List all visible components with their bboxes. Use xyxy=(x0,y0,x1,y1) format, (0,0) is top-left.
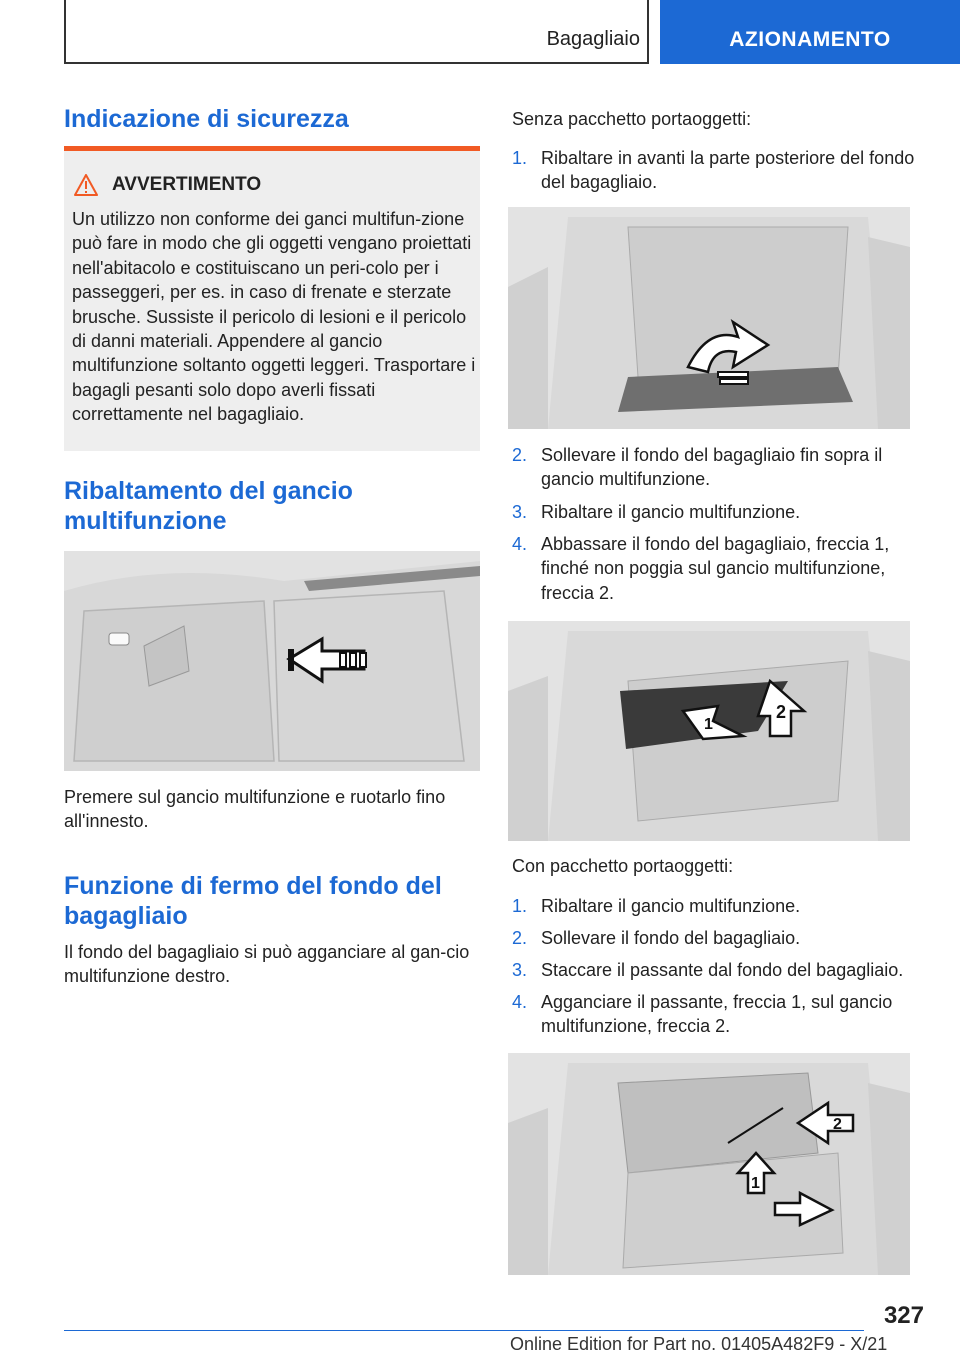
without-step-3 xyxy=(512,500,922,524)
chapter-tab[interactable] xyxy=(660,0,960,64)
without-step-1 xyxy=(512,146,922,195)
hook-illustration xyxy=(64,551,480,771)
step-number: 1. xyxy=(512,896,528,916)
footer-edition: Online Edition for Part no. 01405A482F9 - X/21 xyxy=(510,1334,888,1354)
trunk-floor-lower-illustration xyxy=(508,621,910,841)
step-number: 3. xyxy=(512,502,528,522)
header-section-title: Bagagliaio xyxy=(546,28,640,50)
step-text: Sollevare il fondo del bagagliaio fin sopra il gancio multifunzione. xyxy=(541,445,883,490)
hold-heading-line1: Funzione di fermo del fondo del xyxy=(64,872,442,900)
warning-triangle-icon xyxy=(74,174,98,196)
step-number: 3. xyxy=(512,960,528,980)
with-step-4 xyxy=(512,990,922,1039)
with-step-2 xyxy=(512,926,922,950)
footer-rule xyxy=(64,1330,864,1331)
warning-title: AVVERTIMENTO xyxy=(112,174,262,195)
fold-heading xyxy=(64,476,353,536)
fold-heading-line1: Ribaltamento del gancio xyxy=(64,477,353,505)
hold-text: Il fondo del bagagliaio si può agganciare al gan-cio multifunzione destro. xyxy=(64,942,470,987)
step-number: 2. xyxy=(512,445,528,465)
hold-heading-line2: bagagliaio xyxy=(64,902,188,930)
step-text: Agganciare il passante, freccia 1, sul gancio multifunzione, freccia 2. xyxy=(541,992,893,1037)
hold-heading xyxy=(64,871,442,931)
with-step-3 xyxy=(512,958,922,982)
page-number: 327 xyxy=(883,1302,924,1329)
step-text: Sollevare il fondo del bagagliaio. xyxy=(541,928,801,948)
step-text: Ribaltare il gancio multifunzione. xyxy=(541,502,801,522)
trunk-floor-fold-illustration xyxy=(508,207,910,429)
safety-heading: Indicazione di sicurezza xyxy=(64,105,349,133)
with-step-1 xyxy=(512,894,922,918)
arrow-label-1: 1 xyxy=(704,716,713,733)
chapter-tab-label: AZIONAMENTO xyxy=(729,28,891,51)
step-number: 4. xyxy=(512,992,528,1012)
arrow-label-2: 2 xyxy=(833,1116,842,1133)
warning-text: Un utilizzo non conforme dei ganci multifun-zione può fare in modo che gli oggetti vengano proiettati nell'abitacolo e costituiscano un peri-colo per i passeggeri, per es. in caso di frenate e sterzate brusche. Sussiste il pericolo di lesioni e il pericolo di danni materiali. Appendere al gancio multifunzione soltanto oggetti leggeri. Trasportare i bagagli pesanti solo dopo averli fissati correttamente nel bagagliaio. xyxy=(72,209,476,425)
arrow-label-2: 2 xyxy=(776,702,787,722)
fold-text: Premere sul gancio multifunzione e ruotarlo fino all'innesto. xyxy=(64,787,446,832)
step-text: Ribaltare in avanti la parte posteriore del fondo del bagagliaio. xyxy=(541,148,915,193)
step-number: 1. xyxy=(512,148,528,168)
without-step-4 xyxy=(512,532,922,605)
step-text: Abbassare il fondo del bagagliaio, freccia 1, finché non poggia sul gancio multifunzione, freccia 2. xyxy=(541,534,890,603)
without-step-2 xyxy=(512,443,922,492)
step-number: 4. xyxy=(512,534,528,554)
step-number: 2. xyxy=(512,928,528,948)
without-label: Senza pacchetto portaoggetti: xyxy=(512,109,752,129)
step-text: Ribaltare il gancio multifunzione. xyxy=(541,896,801,916)
warning-header xyxy=(74,174,261,196)
with-label: Con pacchetto portaoggetti: xyxy=(512,856,734,876)
arrow-label-1: 1 xyxy=(751,1175,760,1192)
step-text: Staccare il passante dal fondo del bagagliaio. xyxy=(541,960,904,980)
fold-heading-line2: multifunzione xyxy=(64,507,227,535)
trunk-strap-hook-illustration xyxy=(508,1053,910,1275)
